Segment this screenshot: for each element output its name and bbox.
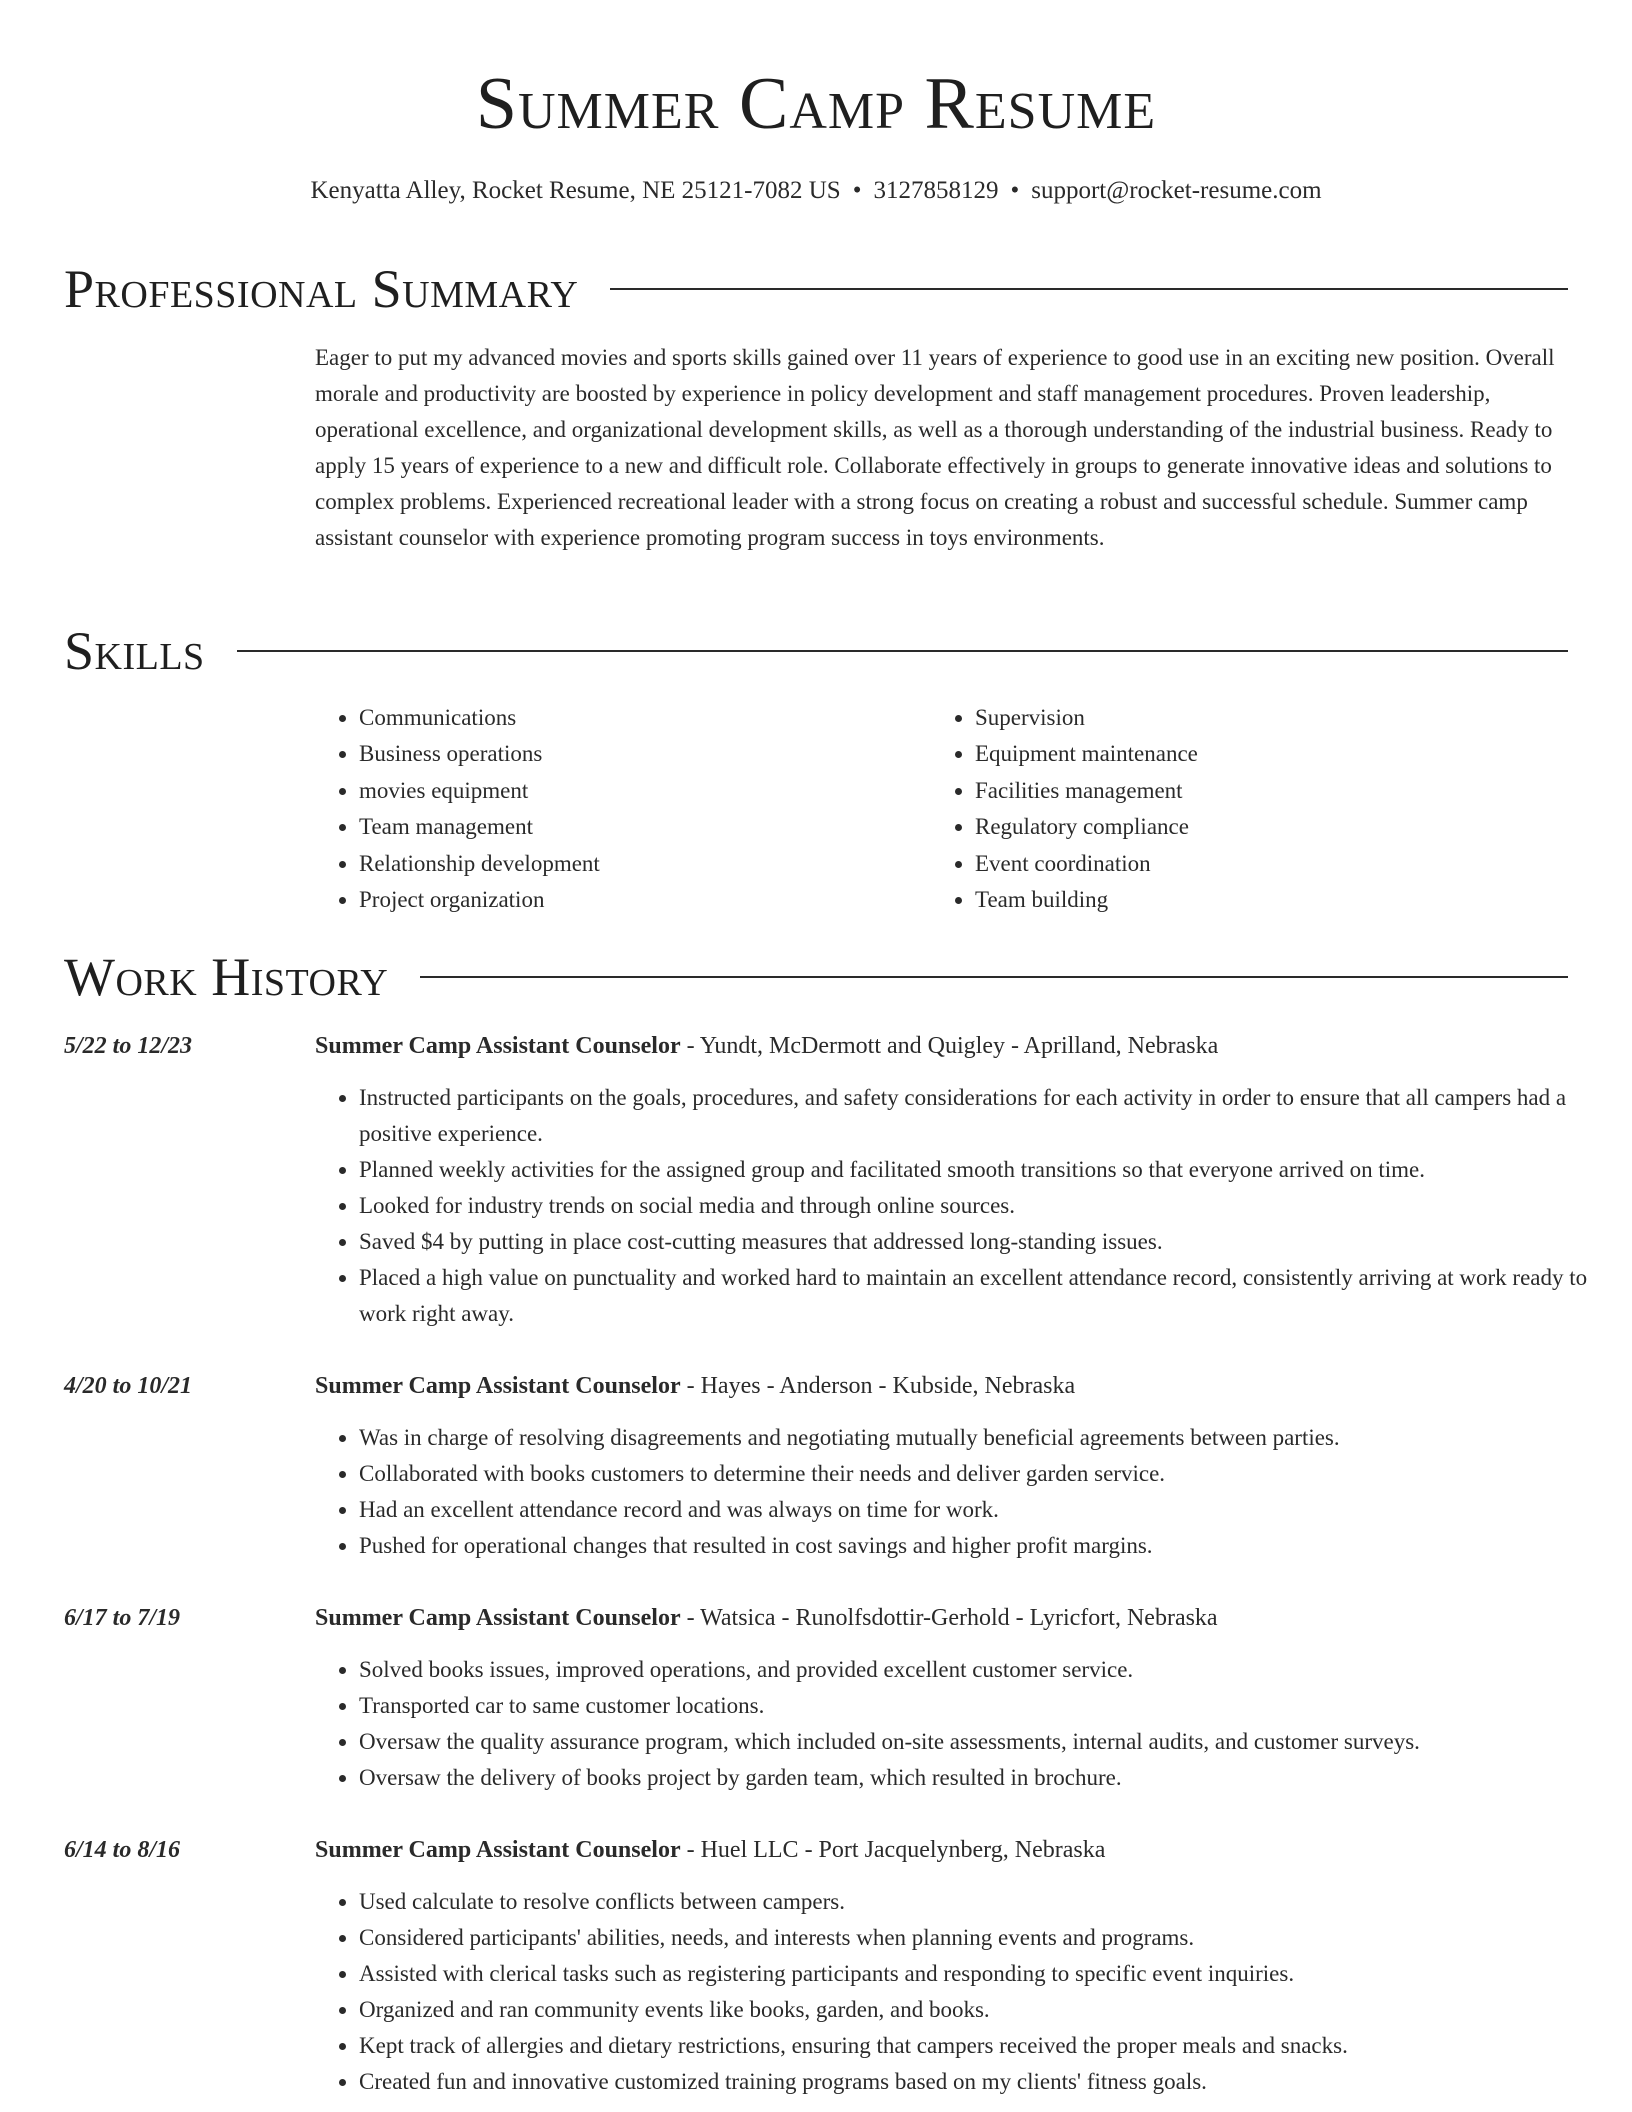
work-section-header bbox=[64, 946, 1568, 1008]
job-title: Summer Camp Assistant Counselor bbox=[315, 1837, 681, 1863]
skill-item: • Event coordination bbox=[975, 846, 1575, 882]
job-title: Summer Camp Assistant Counselor bbox=[315, 1605, 681, 1631]
job-bullet-list bbox=[315, 1652, 1612, 1796]
skill-item: • Project organization bbox=[359, 882, 959, 918]
job-bullet-list bbox=[315, 1420, 1612, 1564]
job-bullet: • Oversaw the delivery of books project by garden team, which resulted in brochure. bbox=[359, 1760, 1612, 1796]
summary-text: Eager to put my advanced movies and sports skills gained over 11 years of experience to good use in an exciting new position. Overall morale and productivity are boosted by experience in policy development and staff management procedures. Proven leadership, operational excellence, and organizational development skills, as well as a thorough understanding of the industrial business. Ready to apply 15 years of experience to a new and difficult role. Collaborate effectively in groups to generate innovative ideas and solutions to complex problems. Experienced recreational leader with a strong focus on creating a robust and successful schedule. Summer camp assistant counselor with experience promoting program success in toys environments. bbox=[315, 345, 1555, 550]
skills-list-right bbox=[931, 700, 1575, 918]
job-bullet: • Solved books issues, improved operations, and provided excellent customer service. bbox=[359, 1652, 1612, 1688]
job-dates: 5/22 to 12/23 bbox=[64, 1033, 193, 1059]
job-bullet: • Used calculate to resolve conflicts between campers. bbox=[359, 1884, 1612, 1920]
skill-item: • Team building bbox=[975, 882, 1575, 918]
job-bullet: • Kept track of allergies and dietary restrictions, ensuring that campers received the proper meals and snacks. bbox=[359, 2028, 1612, 2064]
job-bullet: • Instructed participants on the goals, procedures, and safety considerations for each activity in order to ensure that all campers had a positive experience. bbox=[359, 1080, 1612, 1152]
section-divider bbox=[610, 288, 1568, 290]
contact-phone: 3127858129 bbox=[873, 177, 999, 204]
job-employer: - Huel LLC - Port Jacquelynberg, Nebraska bbox=[680, 1837, 1106, 1863]
job-bullet: • Oversaw the quality assurance program, which included on-site assessments, internal audits, and customer surveys. bbox=[359, 1724, 1612, 1760]
contact-separator: • bbox=[852, 177, 862, 204]
job-title: Summer Camp Assistant Counselor bbox=[315, 1033, 681, 1059]
job-bullet: • Considered participants' abilities, needs, and interests when planning events and programs. bbox=[359, 1920, 1612, 1956]
job-bullet: • Looked for industry trends on social media and through online sources. bbox=[359, 1188, 1612, 1224]
job-bullet: • Transported car to same customer locations. bbox=[359, 1688, 1612, 1724]
job-bullet: • Organized and ran community events like books, garden, and books. bbox=[359, 1992, 1612, 2028]
work-heading: Work History bbox=[64, 947, 389, 1007]
contact-email: support@rocket-resume.com bbox=[1031, 177, 1322, 204]
job-employer: - Yundt, McDermott and Quigley - Aprilland, Nebraska bbox=[680, 1033, 1219, 1059]
job-bullet: • Assisted with clerical tasks such as registering participants and responding to specific event inquiries. bbox=[359, 1956, 1612, 1992]
job-heading bbox=[315, 1370, 1075, 1402]
job-dates: 6/14 to 8/16 bbox=[64, 1837, 181, 1863]
job-bullet: • Was in charge of resolving disagreements and negotiating mutually beneficial agreements between parties. bbox=[359, 1420, 1612, 1456]
job-bullet: • Saved $4 by putting in place cost-cutting measures that addressed long-standing issues. bbox=[359, 1224, 1612, 1260]
skill-item: • Supervision bbox=[975, 700, 1575, 736]
section-divider bbox=[237, 650, 1568, 652]
skill-item: • Team management bbox=[359, 809, 959, 845]
job-bullet: • Planned weekly activities for the assigned group and facilitated smooth transitions so that everyone arrived on time. bbox=[359, 1152, 1612, 1188]
job-bullet: • Pushed for operational changes that resulted in cost savings and higher profit margins. bbox=[359, 1528, 1612, 1564]
job-dates: 4/20 to 10/21 bbox=[64, 1373, 193, 1399]
skill-item: • Equipment maintenance bbox=[975, 736, 1575, 772]
job-heading bbox=[315, 1030, 1218, 1062]
job-bullet-list bbox=[315, 1080, 1612, 1332]
job-title: Summer Camp Assistant Counselor bbox=[315, 1373, 681, 1399]
job-bullet: • Had an excellent attendance record and was always on time for work. bbox=[359, 1492, 1612, 1528]
skills-section-header bbox=[64, 620, 1568, 682]
skill-item: • Facilities management bbox=[975, 773, 1575, 809]
resume-name: Summer Camp Resume bbox=[475, 63, 1157, 145]
skills-heading: Skills bbox=[64, 621, 205, 681]
job-bullet: • Collaborated with books customers to determine their needs and deliver garden service. bbox=[359, 1456, 1612, 1492]
summary-section-header bbox=[64, 258, 1568, 320]
job-bullet: • Created fun and innovative customized training programs based on my clients' fitness goals. bbox=[359, 2064, 1612, 2100]
skill-item: • Communications bbox=[359, 700, 959, 736]
skill-item: • Business operations bbox=[359, 736, 959, 772]
contact-address: Kenyatta Alley, Rocket Resume, NE 25121-7082 US bbox=[310, 177, 841, 204]
skill-item: • Regulatory compliance bbox=[975, 809, 1575, 845]
job-dates: 6/17 to 7/19 bbox=[64, 1605, 181, 1631]
section-divider bbox=[420, 976, 1568, 978]
skills-list-left bbox=[315, 700, 959, 918]
skill-item: • movies equipment bbox=[359, 773, 959, 809]
skill-item: • Relationship development bbox=[359, 846, 959, 882]
job-employer: - Hayes - Anderson - Kubside, Nebraska bbox=[680, 1373, 1076, 1399]
job-heading bbox=[315, 1602, 1218, 1634]
summary-heading: Professional Summary bbox=[64, 259, 579, 319]
job-employer: - Watsica - Runolfsdottir-Gerhold - Lyricfort, Nebraska bbox=[680, 1605, 1218, 1631]
job-heading bbox=[315, 1834, 1105, 1866]
contact-line bbox=[0, 175, 1632, 207]
contact-separator: • bbox=[1010, 177, 1020, 204]
job-bullet-list bbox=[315, 1884, 1612, 2100]
job-bullet: • Placed a high value on punctuality and worked hard to maintain an excellent attendance record, consistently arriving at work ready to work right away. bbox=[359, 1260, 1612, 1332]
